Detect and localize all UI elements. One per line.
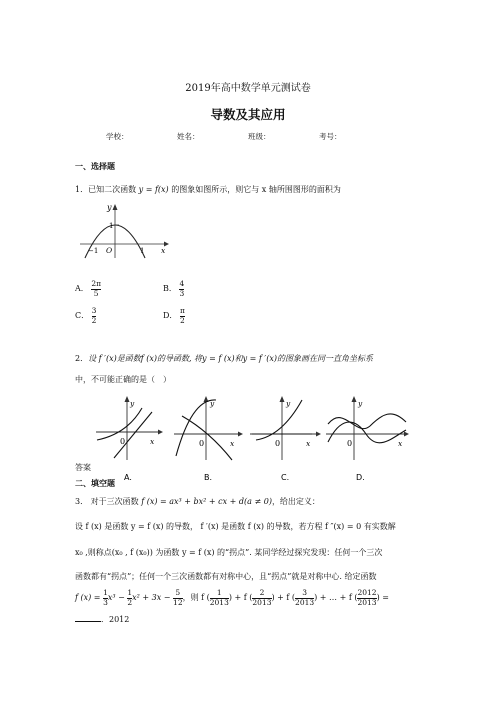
q1-option-a-frac <box>91 280 101 298</box>
q1-parabola-graph <box>80 200 170 260</box>
q3-s3-num: 3 <box>302 588 307 597</box>
q2-c-letter: C. <box>281 473 290 482</box>
q2-graph-c <box>250 396 321 482</box>
q2-graph-d <box>326 396 409 482</box>
exam-title: 2019年高中数学单元测试卷 <box>185 83 311 94</box>
q1-option-d-den: 2 <box>180 315 185 325</box>
q3-s1-den: 2013 <box>209 597 229 607</box>
q2-graphs <box>92 394 422 486</box>
q1-option-d-frac <box>180 307 185 325</box>
q2-b-letter: B. <box>204 473 213 482</box>
q3-s4 <box>357 589 376 607</box>
q2-d-o: 0 <box>347 439 353 448</box>
q3-f-t3 <box>173 589 183 607</box>
q2-c-o: 0 <box>275 439 281 448</box>
q3-then: ，则 f ( <box>182 593 210 602</box>
q1-option-b-letter: B． <box>163 284 177 293</box>
q3-f-t1-den: 3 <box>103 597 108 607</box>
field-class: 班级： <box>248 132 271 141</box>
q3-s1-num: 1 <box>216 588 222 597</box>
q1-text-b: 的图象如图所示，则它与 x 轴所围图形的面积为 <box>171 185 341 194</box>
q1-graph-neg-one: −1 <box>88 247 99 255</box>
field-id: 考号： <box>319 132 342 141</box>
q3-end: ) = <box>376 593 389 602</box>
q3-line4: 函数都有“拐点”；任何一个三次函数都有对称中心，且“拐点”就是对称中心. 给定函数 <box>75 572 377 581</box>
q3-answer-line <box>75 614 129 625</box>
q3-mid2: ) + f ( <box>271 593 296 602</box>
q3-f-t1-num: 1 <box>103 588 108 597</box>
q2-graph-b <box>174 396 243 482</box>
q3-line2: 设 f (x) 是函数 y = f (x) 的导数， f ′(x) 是函数 f (x) 的导数，若方程 f ″(x) = 0 有实数解 <box>75 522 396 531</box>
q3-f-lhs: f (x) = <box>75 593 101 602</box>
q3-s2-den: 2013 <box>252 597 272 607</box>
q2-c-x: x <box>306 439 311 448</box>
q1-option-c-num: 3 <box>91 306 97 315</box>
q3-f-t3-num: 5 <box>175 588 181 597</box>
q2-d-y: y <box>358 399 363 408</box>
q3-answer-prefix: ． <box>101 615 109 624</box>
q3-f-t2-tail: x² + 3x − <box>132 593 171 602</box>
q3-number: 3． <box>75 497 89 506</box>
q3-s4-num: 2012 <box>357 588 377 597</box>
q1-option-b <box>163 280 184 298</box>
q3-f-t3-den: 12 <box>173 597 183 607</box>
q1-option-d-num: π <box>179 306 185 315</box>
field-school: 学校： <box>106 132 129 141</box>
section-choice-heading: 一、选择题 <box>75 161 115 171</box>
q3-s2 <box>252 589 271 607</box>
q3-blank <box>75 621 101 622</box>
q3-s2-num: 2 <box>259 588 265 597</box>
q2-a-x: x <box>150 437 155 446</box>
q2-c-y: y <box>286 399 291 408</box>
q3-s1 <box>210 589 229 607</box>
q2-line1 <box>75 353 373 364</box>
q1-option-b-den: 3 <box>179 288 185 298</box>
q1-option-c <box>75 307 96 325</box>
q1-graph-origin: O <box>106 246 113 255</box>
q3-f-t1-tail: x³ − <box>107 593 125 602</box>
q1-number: 1． <box>75 185 89 194</box>
q2-b-x: x <box>230 439 235 448</box>
q1-option-a-letter: A． <box>75 284 89 293</box>
q2-b-y: y <box>210 399 215 408</box>
q3-mid1: ) + f ( <box>228 593 253 602</box>
q2-line2: 中，不可能正确的是（ ） <box>75 375 171 384</box>
q3-f-t2-num: 1 <box>127 588 133 597</box>
q1-text-a: 已知二次函数 <box>88 185 137 194</box>
q1-option-d-letter: D． <box>163 311 178 320</box>
q2-a-y: y <box>130 399 135 408</box>
q3-answer: 2012 <box>109 615 130 624</box>
q2-line1-text: 设 f ′(x)是函数f (x)的导函数, 将y = f (x)和y = f ′(x)的图象画在同一直角坐标系 <box>88 354 374 363</box>
q1-option-a <box>75 280 101 298</box>
q2-a-o: 0 <box>120 437 126 446</box>
q1-graph-y: y <box>107 203 112 212</box>
q1-option-c-letter: C． <box>75 311 90 320</box>
q3-s4-den: 2013 <box>357 597 377 607</box>
section-fill-heading: 二、填空题 <box>75 478 115 488</box>
q3-mid3: ) + … + f ( <box>314 593 358 602</box>
q1-graph-one-x: 1 <box>140 247 145 255</box>
q3-func: f (x) = ax³ + bx² + cx + d(a ≠ 0) <box>141 497 272 506</box>
q3-f-t2-den: 2 <box>127 597 133 607</box>
q1-option-b-frac <box>179 280 184 298</box>
q2-d-x: x <box>398 439 403 448</box>
q3-intro-end: ，给出定义： <box>271 497 320 506</box>
q1-text <box>75 184 341 195</box>
field-name: 姓名： <box>177 132 200 141</box>
q2-d-letter: D. <box>356 473 365 482</box>
q3-s3-den: 2013 <box>295 597 315 607</box>
answer-label: 答案 <box>75 463 91 472</box>
q1-formula: y = f(x) <box>138 185 169 194</box>
exam-subtitle: 导数及其应用 <box>210 107 286 122</box>
q3-line3: x₀ ,则称点(x₀ , f (x₀)) 为函数 y = f (x) 的“拐点”. 某同学经过探究发现：任何一个三次 <box>75 548 383 557</box>
q3-line1 <box>75 496 320 507</box>
q2-number: 2． <box>75 354 89 363</box>
q1-option-c-den: 2 <box>91 315 97 325</box>
q1-option-d <box>163 307 185 325</box>
q3-s3 <box>295 589 314 607</box>
q1-option-c-frac <box>92 307 97 325</box>
q2-graph-a <box>96 396 163 482</box>
q1-graph-one-y: 1 <box>109 222 114 230</box>
q1-graph-x: x <box>161 246 166 255</box>
q1-option-a-den: 5 <box>91 289 101 298</box>
q1-option-b-num: 4 <box>179 279 185 288</box>
q1-option-a-num: 2π <box>91 279 102 288</box>
q3-function-line <box>75 589 389 607</box>
q3-intro: 对于三次函数 <box>90 497 139 506</box>
q2-a-letter: A. <box>124 473 132 482</box>
q2-b-o: 0 <box>199 439 205 448</box>
